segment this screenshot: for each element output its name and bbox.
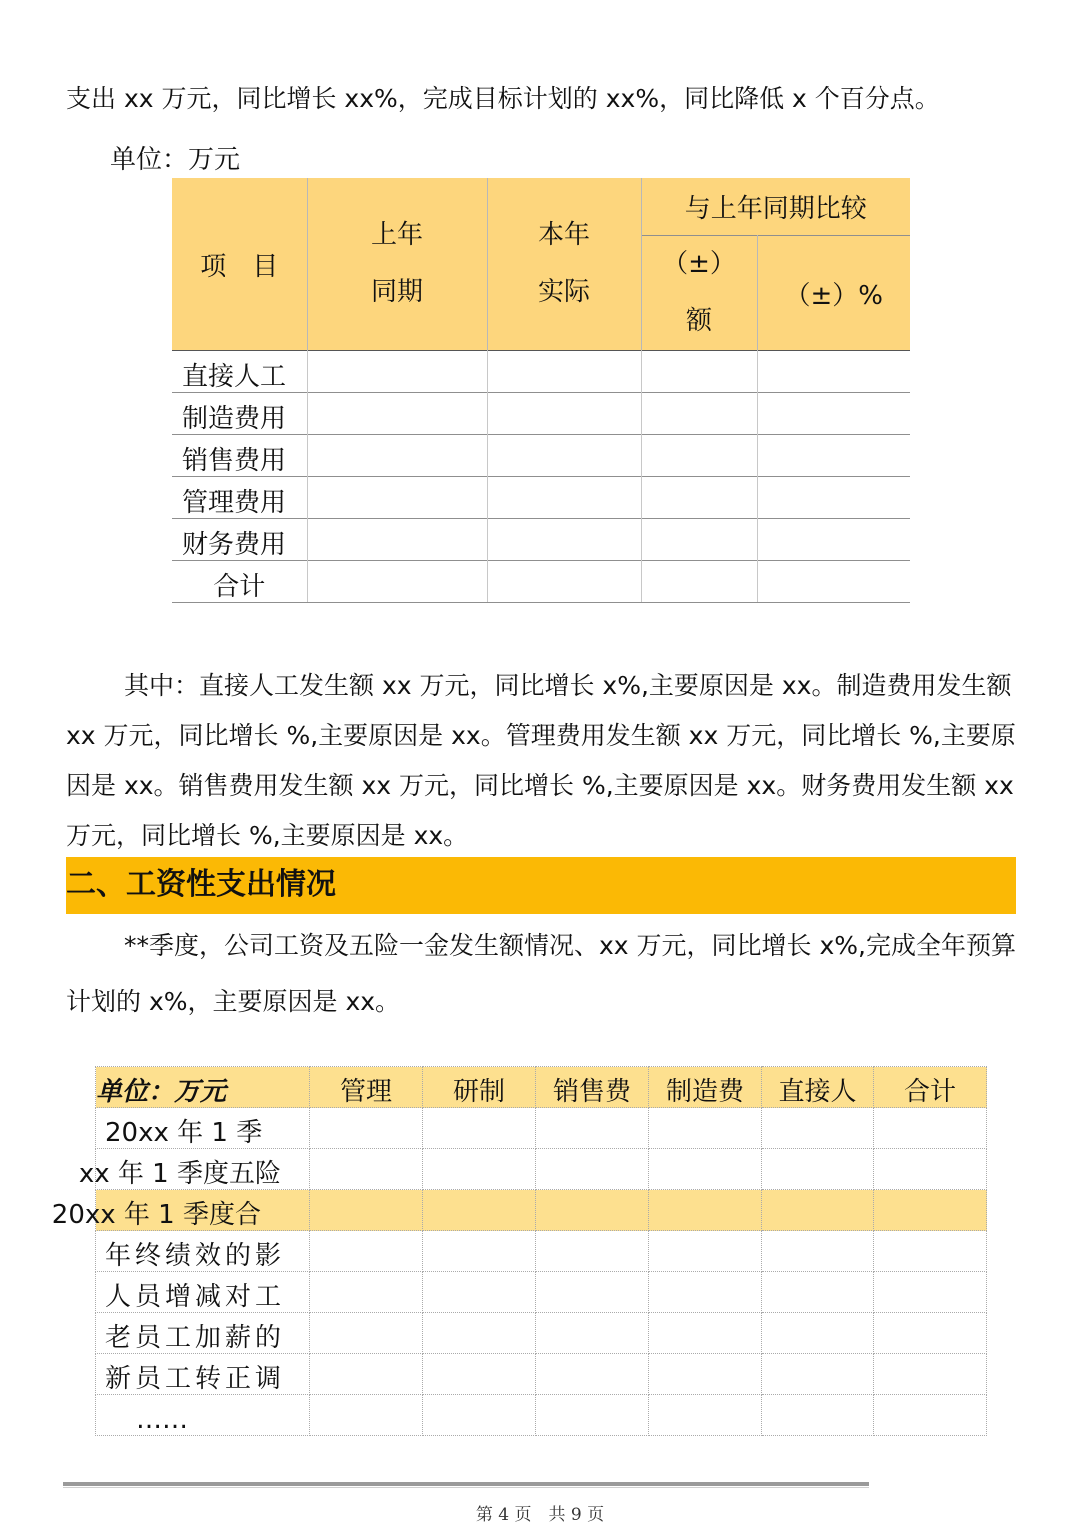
header-this-year	[487, 178, 641, 351]
row-label: ……	[96, 1395, 310, 1436]
header-percent: （±）%	[757, 236, 910, 351]
row-label: 20xx 年 1 季	[96, 1108, 310, 1149]
header-amount-line1: （±）	[662, 249, 736, 279]
table-row-highlight	[96, 1190, 987, 1231]
section2-title: 二、工资性支出情况	[66, 867, 336, 902]
footer-divider	[63, 1482, 869, 1486]
table-row	[172, 561, 910, 603]
header-amount-line2: 额	[685, 306, 712, 336]
table-row	[96, 1354, 987, 1395]
row-label: 销售费用	[172, 435, 307, 477]
header-cell: 研制	[423, 1067, 536, 1108]
header-this-year-line2: 实际	[537, 277, 590, 307]
explanation-paragraph: 其中：直接人工发生额 xx 万元，同比增长 x%,主要原因是 xx。制造费用发生额 xx 万元，同比增长 %,主要原因是 xx。管理费用发生额 xx 万元，同比增长 %,主要原因是 xx。销售费用发生额 xx 万元，同比增长 %,主要原因是 xx。财务费用发生额 xx 万元，同比增长 %,主要原因是 xx。	[66, 671, 1016, 850]
table1-unit-label: 单位：万元	[110, 145, 241, 175]
table-row	[96, 1149, 987, 1190]
header-last-year-line2: 同期	[370, 277, 423, 307]
row-label: 年终绩效的影	[96, 1231, 310, 1272]
row-label: 老员工加薪的	[96, 1313, 310, 1354]
header-cell: 管理	[310, 1067, 423, 1108]
table-row	[172, 393, 910, 435]
salary-table	[51, 1066, 987, 1436]
row-label: 管理费用	[172, 477, 307, 519]
header-cell: 制造费	[649, 1067, 762, 1108]
table-row	[96, 1395, 987, 1436]
table-row	[172, 435, 910, 477]
table-row	[96, 1313, 987, 1354]
footer-divider-thin	[63, 1487, 869, 1488]
header-cell: 合计	[874, 1067, 987, 1108]
header-last-year	[307, 178, 487, 351]
page-number: 第 4 页 共 9 页	[475, 1505, 605, 1525]
table-row	[96, 1272, 987, 1313]
header-cell: 销售费	[536, 1067, 649, 1108]
table-row	[96, 1108, 987, 1149]
row-label: 人员增减对工	[96, 1272, 310, 1313]
table-row	[96, 1231, 987, 1272]
row-label: 财务费用	[172, 519, 307, 561]
header-compare: 与上年同期比较	[684, 194, 867, 224]
table-row	[172, 519, 910, 561]
expense-comparison-table	[172, 178, 910, 603]
header-unit: 单位：万元	[96, 1067, 310, 1108]
table-row	[172, 477, 910, 519]
header-item: 项 目	[172, 178, 307, 351]
row-label: 20xx 年 1 季度合	[96, 1190, 310, 1231]
section2-paragraph: **季度，公司工资及五险一金发生额情况、xx 万元，同比增长 x%,完成全年预算计划的 x%，主要原因是 xx。	[66, 931, 1016, 1016]
row-label: xx 年 1 季度五险	[96, 1149, 310, 1190]
header-cell: 直接人	[762, 1067, 874, 1108]
header-amount	[641, 236, 757, 351]
intro-paragraph: 支出 xx 万元，同比增长 xx%，完成目标计划的 xx%，同比降低 x 个百分点。	[66, 84, 940, 113]
row-label-total: 合计	[172, 561, 307, 603]
row-label: 新员工转正调	[96, 1354, 310, 1395]
row-label: 制造费用	[172, 393, 307, 435]
table-header-row	[96, 1067, 987, 1108]
header-last-year-line1: 上年	[370, 220, 423, 250]
row-label: 直接人工	[172, 351, 307, 393]
header-this-year-line1: 本年	[537, 220, 590, 250]
table-row	[172, 351, 910, 393]
section2-banner	[66, 857, 1016, 914]
